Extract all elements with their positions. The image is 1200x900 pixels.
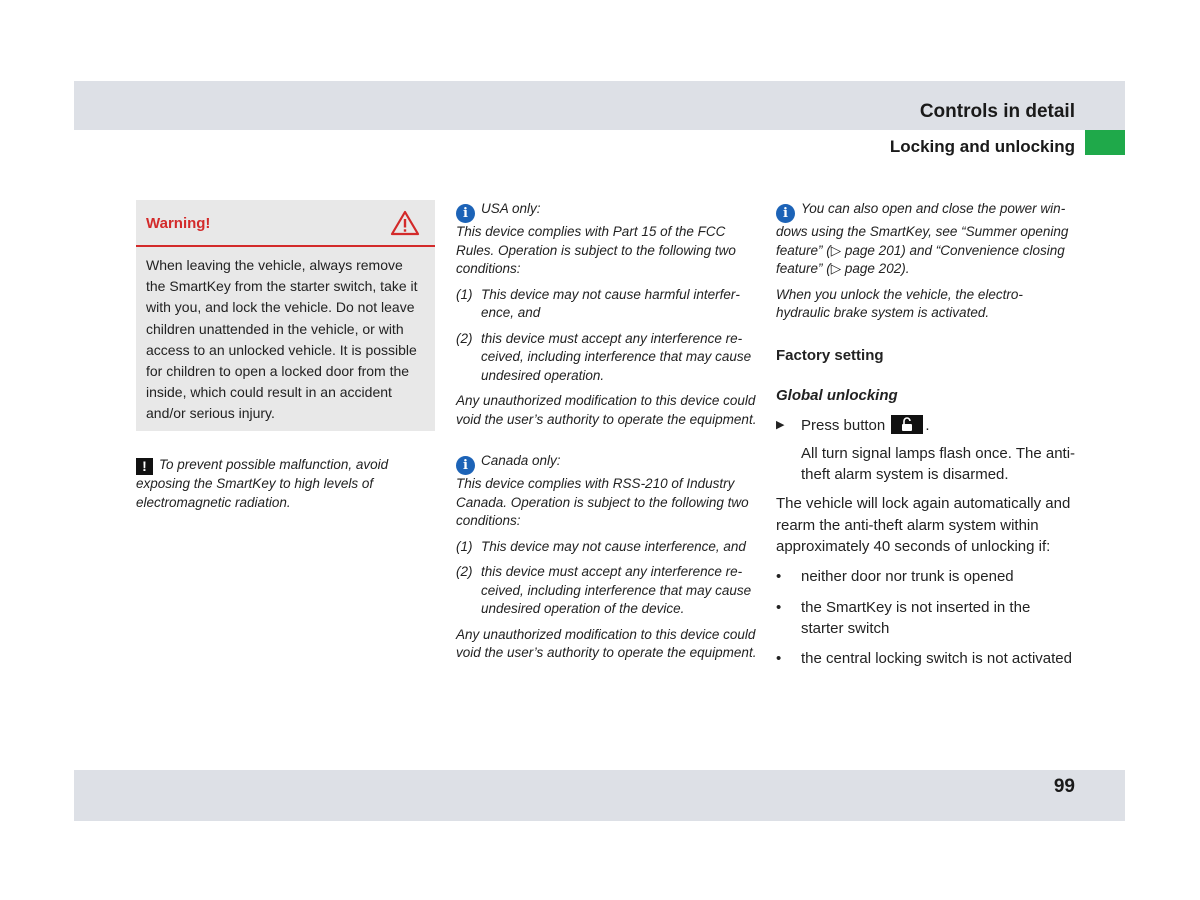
exclamation-icon: ! xyxy=(136,458,153,475)
list-item xyxy=(456,563,761,619)
list-item xyxy=(456,330,761,386)
bullet-icon: • xyxy=(776,650,782,668)
list-item-number: (1) xyxy=(456,538,473,554)
info-icon: i xyxy=(456,456,475,475)
canada-heading: Canada only: xyxy=(481,453,561,468)
list-item xyxy=(456,538,761,557)
warning-header xyxy=(136,200,435,247)
notice-text-block xyxy=(136,456,436,512)
notice-text: To prevent possible malfunction, avoid exposing the SmartKey to high levels of electromagnetic radiation. xyxy=(136,457,389,510)
list-item-text: neither door nor trunk is opened xyxy=(801,568,1014,586)
info-icon: i xyxy=(776,204,795,223)
warning-label: Warning! xyxy=(146,215,211,232)
relock-text: The vehicle will lock again automatically and rearm the anti-theft alarm system within approximately 40 seconds of unlocking if: xyxy=(776,495,1071,555)
canada-intro: This device complies with RSS-210 of Industry Canada. Operation is subject to the following two conditions: xyxy=(456,476,749,528)
usa-heading: USA only: xyxy=(481,201,541,216)
usa-intro: This device complies with Part 15 of the FCC Rules. Operation is subject to the following two conditions: xyxy=(456,224,736,276)
step-text xyxy=(801,415,930,436)
list-item-text: This device may not cause interference, and xyxy=(481,538,746,554)
step-arrow-icon: ▶ xyxy=(776,418,785,431)
list-item xyxy=(456,286,761,323)
list-item-text: This device may not cause harmful interference, and xyxy=(481,286,740,320)
list-item-text: this device must accept any interference received, including interference that may cause undesired operation of the device. xyxy=(481,564,752,616)
list-item xyxy=(776,648,1076,669)
bullet-icon: • xyxy=(776,598,782,616)
page-number: 99 xyxy=(1053,776,1075,797)
step-label: Press button xyxy=(801,416,886,434)
list-item-text: the SmartKey is not inserted in the starter switch xyxy=(801,598,1031,637)
canada-block xyxy=(456,452,761,531)
list-item xyxy=(776,566,1076,587)
warning-text: When leaving the vehicle, always remove the SmartKey from the starter switch, take it with you, and lock the vehicle. Do not leave children unattended in the vehicle, or with access to an unlocked vehicle. It is possible for children to open a locked door from the inside, which could result in an accident and/or serious injury. xyxy=(146,257,418,422)
footer-band xyxy=(74,770,1125,821)
usa-closing: Any unauthorized modification to this device could void the user’s authority to operate the equipment. xyxy=(456,393,757,427)
section-title: Controls in detail xyxy=(919,101,1075,122)
list-item-text: the central locking switch is not activated xyxy=(801,650,1072,668)
list-item xyxy=(776,597,1076,640)
instruction-step xyxy=(776,415,1076,436)
list-item-number: (1) xyxy=(456,286,473,302)
step-result: All turn signal lamps flash once. The anti-theft alarm system is disarmed. xyxy=(801,444,1076,484)
brake-note: When you unlock the vehicle, the electro-hydraulic brake system is activated. xyxy=(776,286,1023,320)
list-item-number: (2) xyxy=(456,330,473,346)
list-item-text: this device must accept any interference received, including interference that may cause undesired operation. xyxy=(481,330,752,383)
bullet-icon: • xyxy=(776,568,782,586)
factory-setting-heading: Factory setting xyxy=(776,346,884,364)
power-windows-note-text: You can also open and close the power windows using the SmartKey, see “Summer opening feature” (▷ page 201) and “Convenience closing feature” (▷ page 202). xyxy=(776,201,1069,276)
subsection-title: Locking and unlocking xyxy=(889,137,1075,156)
warning-triangle-icon xyxy=(390,210,420,236)
list-item-number: (2) xyxy=(456,564,473,579)
regulatory-column xyxy=(456,200,761,670)
canada-closing: Any unauthorized modification to this device could void the user’s authority to operate the equipment. xyxy=(456,626,757,660)
power-windows-note xyxy=(776,200,1076,279)
step-end: . xyxy=(925,416,930,434)
global-unlocking-heading: Global unlocking xyxy=(776,387,898,404)
info-icon: i xyxy=(456,204,475,223)
usa-block xyxy=(456,200,761,279)
unlock-key-icon xyxy=(891,415,923,434)
section-tab-marker xyxy=(1085,130,1125,155)
unlocking-column xyxy=(776,200,1076,669)
warning-box xyxy=(136,200,435,431)
